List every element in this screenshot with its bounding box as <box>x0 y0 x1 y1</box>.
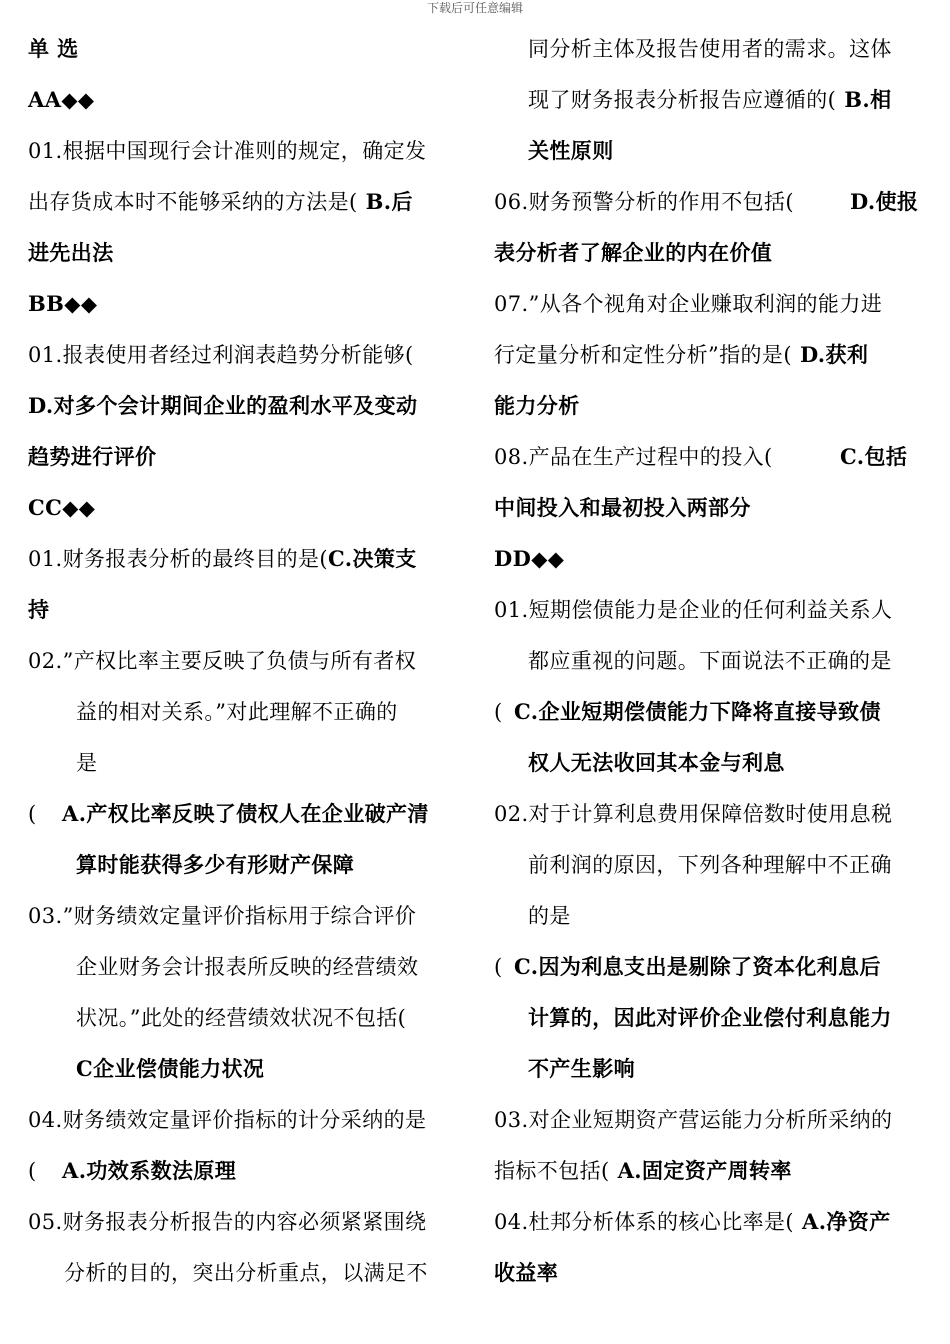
question-text: 指标不包括( A.固定资产周转率 <box>494 1158 792 1183</box>
question-text: 01.根据中国现行会计准则的规定，确定发 <box>28 139 427 163</box>
answer-text: C.包括 <box>840 444 908 469</box>
question-text: 03.对企业短期资产营运能力分析所采纳的 <box>494 1108 893 1132</box>
answer-text: 收益率 <box>494 1260 559 1285</box>
answer-text: D.获利 <box>799 342 869 367</box>
question-text: 01.短期偿债能力是企业的任何利益关系人 <box>494 598 893 622</box>
question-text: 现了财务报表分析报告应遵循的( B.相 <box>528 87 892 112</box>
question-text: ( <box>494 955 503 979</box>
answer-text: D.使报 <box>850 189 919 214</box>
question-text: 出存货成本时不能够采纳的方法是( B.后 <box>28 189 413 214</box>
answer-text: B.后 <box>365 189 413 214</box>
answer-text: D.对多个会计期间企业的盈利水平及变动 <box>28 393 418 418</box>
question-text: 01.财务报表分析的最终目的是(C.决策支 <box>28 546 417 571</box>
answer-text: 中间投入和最初投入两部分 <box>494 495 751 520</box>
question-text: ( <box>28 1159 37 1183</box>
section-title: 单 选 <box>28 36 79 61</box>
question-text: 益的相对关系。”对此理解不正确的 <box>76 700 398 724</box>
answer-text: A.产权比率反映了债权人在企业破产清 <box>62 801 429 826</box>
question-text: 02.对于计算利息费用保障倍数时使用息税 <box>494 802 893 826</box>
group-heading-bb: BB◆◆ <box>28 291 98 316</box>
answer-text: 表分析者了解企业的内在价值 <box>494 240 773 265</box>
question-text: ( <box>28 802 37 826</box>
group-heading-cc: CC◆◆ <box>28 495 96 520</box>
question-text: 06.财务预警分析的作用不包括( <box>494 190 794 214</box>
question-text: 行定量分析和定性分析”指的是( D.获利 <box>494 342 869 367</box>
question-text: 08.产品在生产过程中的投入( <box>494 445 773 469</box>
question-text: 02.”产权比率主要反映了负债与所有者权 <box>28 649 417 673</box>
question-text: 前利润的原因，下列各种理解中不正确 <box>528 853 892 877</box>
question-text: 是 <box>76 751 98 775</box>
question-text: 01.报表使用者经过利润表趋势分析能够( <box>28 343 414 367</box>
question-text: 状况。”此处的经营绩效状况不包括( <box>76 1006 407 1030</box>
answer-text: 计算的，因此对评价企业偿付利息能力 <box>528 1005 892 1030</box>
question-text: 同分析主体及报告使用者的需求。这体 <box>528 37 892 61</box>
answer-text: 趋势进行评价 <box>28 444 157 469</box>
answer-text: B.相 <box>844 87 892 112</box>
answer-text: C企业偿债能力状况 <box>76 1056 265 1081</box>
question-text: ( <box>494 700 503 724</box>
answer-text: 权人无法收回其本金与利息 <box>528 750 785 775</box>
answer-text: 不产生影响 <box>528 1056 635 1081</box>
question-text: 分析的目的，突出分析重点，以满足不 <box>64 1261 428 1285</box>
answer-text: 关性原则 <box>528 138 614 163</box>
answer-text: 进先出法 <box>28 240 114 265</box>
question-text: 04.杜邦分析体系的核心比率是( A.净资产 <box>494 1209 891 1234</box>
answer-text: 持 <box>28 597 50 622</box>
question-text: 07.”从各个视角对企业赚取利润的能力进 <box>494 292 883 316</box>
header-note: 下载后可任意编辑 <box>426 1 523 15</box>
answer-text: 能力分析 <box>494 393 580 418</box>
answer-text: C.企业短期偿债能力下降将直接导致债 <box>514 699 881 724</box>
answer-text: A.功效系数法原理 <box>62 1158 237 1183</box>
question-text: 04.财务绩效定量评价指标的计分采纳的是 <box>28 1108 427 1132</box>
answer-text: 算时能获得多少有形财产保障 <box>76 852 355 877</box>
answer-text: A.净资产 <box>802 1209 891 1234</box>
answer-text: C.因为利息支出是剔除了资本化利息后 <box>514 954 881 979</box>
question-text: 03.”财务绩效定量评价指标用于综合评价 <box>28 904 417 928</box>
question-text: 05.财务报表分析报告的内容必须紧紧围绕 <box>28 1210 427 1234</box>
group-heading-aa: AA◆◆ <box>28 87 95 112</box>
question-text: 的是 <box>528 904 571 928</box>
question-text: 都应重视的问题。下面说法不正确的是 <box>528 649 892 673</box>
question-text: 企业财务会计报表所反映的经营绩效 <box>76 955 419 979</box>
group-heading-dd: DD◆◆ <box>494 546 565 571</box>
answer-text: C.决策支 <box>328 546 417 571</box>
answer-text: A.固定资产周转率 <box>617 1158 792 1183</box>
